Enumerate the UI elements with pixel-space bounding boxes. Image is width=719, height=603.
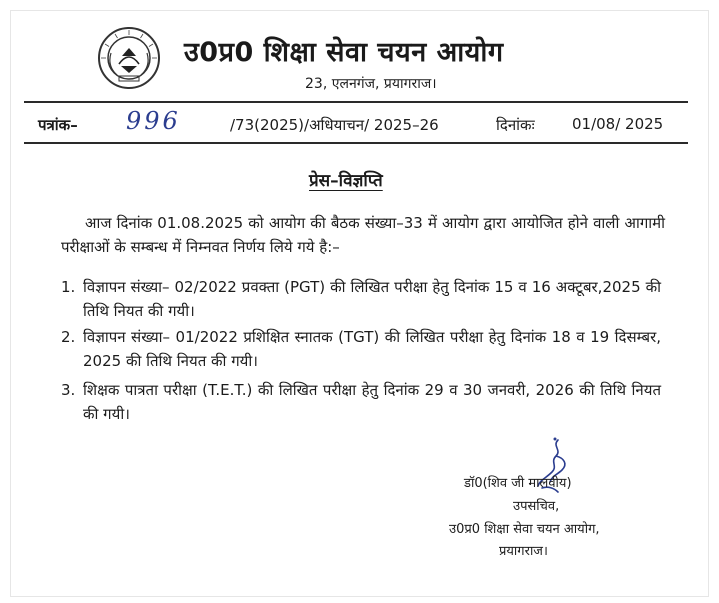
decision-item xyxy=(61,325,661,373)
reference-label: पत्रांक– xyxy=(38,116,78,134)
decision-item xyxy=(61,378,661,426)
org-title: उ0प्र0 शिक्षा सेवा चयन आयोग xyxy=(184,37,504,68)
notice-intro: आज दिनांक 01.08.2025 को आयोग की बैठक संख्या–33 में आयोग द्वारा आयोजित होने वाली आगामी परीक्षाओं के सम्बन्ध में निम्नवत निर्णय लिये गये है:– xyxy=(61,214,665,256)
reference-number: 996 xyxy=(126,107,181,135)
commission-seal-icon xyxy=(97,26,161,90)
signatory-designation: उपसचिव, xyxy=(513,499,560,514)
date-value: 01/08/ 2025 xyxy=(572,115,664,133)
decision-item xyxy=(61,275,661,323)
signatory-city: प्रयागराज। xyxy=(499,544,548,559)
signatory-organization: उ0प्र0 शिक्षा सेवा चयन आयोग, xyxy=(449,522,600,537)
header-divider-bottom xyxy=(24,142,688,144)
header-divider-top xyxy=(24,101,688,103)
item-text: शिक्षक पात्रता परीक्षा (T.E.T.) की लिखित परीक्षा हेतु दिनांक 29 व 30 जनवरी, 2026 की तिथि नियत की गयी। xyxy=(83,381,661,423)
notice-heading: प्रेस–विज्ञप्ति xyxy=(309,171,383,191)
reference-suffix: /73(2025)/अधियाचन/ 2025–26 xyxy=(230,116,439,134)
item-number: 3. xyxy=(61,381,76,399)
item-text: विज्ञापन संख्या– 02/2022 प्रवक्ता (PGT) की लिखित परीक्षा हेतु दिनांक 15 व 16 अक्टूबर,2025 की तिथि नियत की गयी। xyxy=(83,278,661,320)
item-number: 1. xyxy=(61,278,76,296)
item-text: विज्ञापन संख्या– 01/2022 प्रशिक्षित स्नातक (TGT) की लिखित परीक्षा हेतु दिनांक 18 व 19 दिसम्बर, 2025 की तिथि नियत की गयी। xyxy=(83,328,661,370)
org-address: 23, एलनगंज, प्रयागराज। xyxy=(305,76,437,92)
date-label: दिनांकः xyxy=(496,116,535,134)
signatory-name: डॉ0(शिव जी मालवीय) xyxy=(464,476,572,491)
item-number: 2. xyxy=(61,328,76,346)
